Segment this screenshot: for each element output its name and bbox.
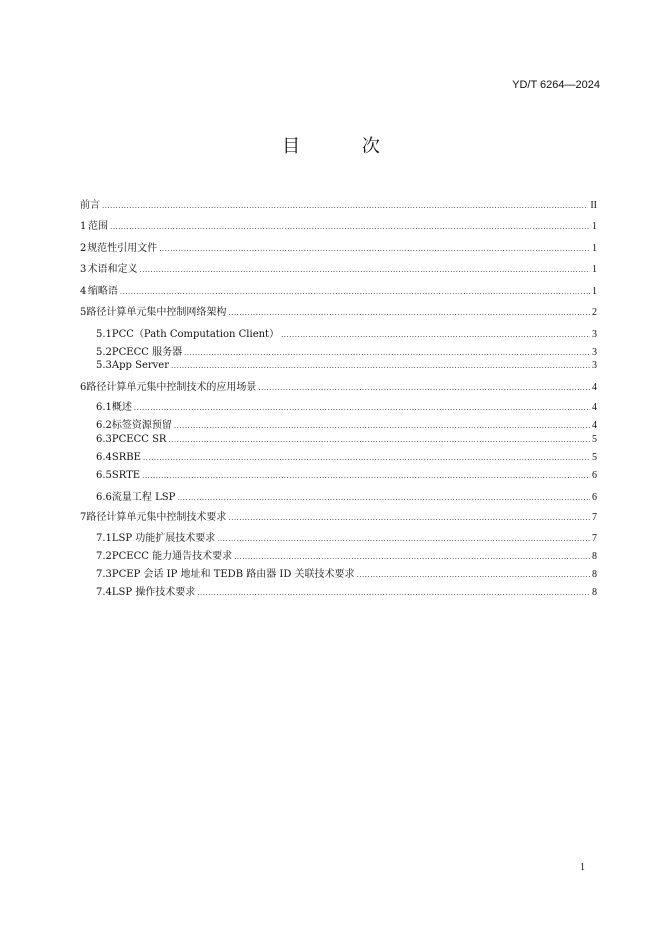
toc-entry-label: 路径计算单元集中控制技术要求 (86, 512, 227, 523)
toc-entry-page: 7 (592, 533, 597, 544)
toc-entry-number: 5.2 (96, 347, 112, 358)
toc-entry-number: 3 (80, 264, 87, 275)
page-title: 目 次 (282, 136, 408, 157)
toc-entry-label: 前言 (80, 200, 100, 211)
toc-entry-label: LSP 操作技术要求 (111, 587, 196, 598)
toc-entry[interactable] (96, 547, 597, 561)
toc-entry-page: 8 (592, 551, 597, 562)
toc-entry-number: 5.1 (96, 329, 112, 340)
toc-entry-page: 4 (592, 382, 597, 393)
toc-dot-leader (281, 331, 590, 339)
toc-entry[interactable] (96, 529, 597, 543)
toc-entry[interactable] (80, 282, 597, 296)
toc-entry[interactable] (96, 565, 597, 579)
toc-dot-leader (177, 494, 590, 502)
toc-entry-number: 7.3 (96, 569, 112, 580)
toc-dot-leader (159, 245, 590, 253)
toc-dot-leader (120, 288, 590, 296)
toc-dot-leader (357, 571, 590, 579)
toc-entry-number: 6.4 (96, 452, 112, 463)
toc-entry-label: 缩略语 (87, 286, 118, 297)
toc-entry-label: 概述 (111, 402, 132, 413)
toc-entry-page: 4 (592, 420, 597, 431)
toc-dot-leader (228, 309, 590, 317)
toc-dot-leader (143, 454, 590, 462)
toc-entry[interactable] (96, 488, 597, 502)
toc-dot-leader (184, 349, 590, 357)
toc-dot-leader (228, 514, 590, 522)
toc-entry[interactable] (80, 196, 597, 210)
toc-entry[interactable] (96, 583, 597, 597)
toc-entry-page: 3 (592, 360, 597, 371)
toc-entry-page: 1 (592, 221, 597, 232)
toc-dot-leader (142, 472, 590, 480)
toc-entry-label: PCECC 服务器 (111, 347, 183, 358)
toc-entry[interactable] (96, 360, 597, 374)
toc-entry[interactable] (80, 217, 597, 231)
toc-entry-label: LSP 功能扩展技术要求 (111, 533, 216, 544)
toc-entry-number: 6.6 (96, 492, 112, 503)
toc-entry-number: 6.3 (96, 434, 112, 445)
toc-entry-number: 1 (80, 221, 87, 232)
toc-entry-page: II (590, 200, 597, 211)
toc-entry[interactable] (96, 470, 597, 484)
toc-entry[interactable] (96, 416, 597, 430)
toc-entry-label: SRBE (111, 452, 141, 463)
toc-entry-label: PCEP 会话 IP 地址和 TEDB 路由器 ID 关联技术要求 (111, 569, 355, 580)
toc-entry-page: 8 (592, 569, 597, 580)
toc-dot-leader (174, 422, 590, 430)
toc-entry-number: 5.3 (96, 360, 112, 371)
toc-entry-page: 1 (592, 264, 597, 275)
toc-entry-page: 5 (592, 452, 597, 463)
toc-dot-leader (110, 223, 590, 231)
toc-entry-label: 规范性引用文件 (87, 243, 158, 254)
toc-dot-leader (171, 362, 590, 370)
toc-dot-leader (140, 266, 590, 274)
toc-entry[interactable] (80, 508, 597, 522)
toc-entry[interactable] (80, 303, 597, 317)
toc-entry-label: 流量工程 LSP (111, 492, 176, 503)
toc-entry-number: 4 (80, 286, 87, 297)
toc-entry[interactable] (96, 434, 597, 448)
toc-dot-leader (234, 553, 590, 561)
toc-entry-number: 7.2 (96, 551, 112, 562)
toc-entry[interactable] (80, 239, 597, 253)
toc-entry[interactable] (96, 452, 597, 466)
toc-entry-label: 术语和定义 (87, 264, 138, 275)
toc-entry-number: 6.2 (96, 420, 112, 431)
toc-entry-page: 6 (592, 492, 597, 503)
toc-entry-number: 5 (80, 307, 87, 318)
toc-entry-number: 7 (80, 512, 87, 523)
toc-entry-page: 6 (592, 470, 597, 481)
toc-entry-label: PCC（Path Computation Client） (111, 329, 280, 340)
toc-dot-leader (168, 436, 590, 444)
toc-entry-label: PCECC SR (111, 434, 167, 445)
toc-entry-page: 1 (592, 286, 597, 297)
toc-dot-leader (134, 404, 590, 412)
document-code: YD/T 6264—2024 (512, 79, 600, 91)
toc-entry-page: 3 (592, 347, 597, 358)
toc-entry[interactable] (80, 378, 597, 392)
toc-entry-page: 2 (592, 307, 597, 318)
toc-dot-leader (197, 589, 590, 597)
toc-entry-number: 7.4 (96, 587, 112, 598)
toc-entry-label: 路径计算单元集中控制技术的应用场景 (86, 382, 257, 393)
toc-dot-leader (217, 535, 590, 543)
toc-entry-label: App Server (111, 360, 170, 371)
toc-entry-number: 6 (80, 382, 87, 393)
toc-dot-leader (258, 384, 590, 392)
toc-entry-page: 7 (592, 512, 597, 523)
toc-dot-leader (102, 202, 588, 210)
toc-entry-label: 路径计算单元集中控制网络架构 (86, 307, 227, 318)
toc-entry[interactable] (96, 343, 597, 357)
toc-entry[interactable] (96, 325, 597, 339)
toc-entry-page: 4 (592, 402, 597, 413)
toc-entry-number: 7.1 (96, 533, 112, 544)
toc-entry-number: 2 (80, 243, 87, 254)
toc-entry-page: 8 (592, 587, 597, 598)
toc-entry-page: 5 (592, 434, 597, 445)
toc-entry-label: 范围 (88, 221, 108, 232)
page-number: 1 (580, 862, 585, 873)
toc-entry-label: SRTE (111, 470, 141, 481)
toc-entry-page: 1 (592, 243, 597, 254)
toc-entry-label: PCECC 能力通告技术要求 (111, 551, 233, 562)
toc-entry-number: 6.1 (96, 402, 112, 413)
toc-entry-label: 标签资源预留 (111, 420, 172, 431)
toc-entry[interactable] (80, 260, 597, 274)
toc-entry-page: 3 (592, 329, 597, 340)
toc-entry[interactable] (96, 398, 597, 412)
toc-entry-number: 6.5 (96, 470, 112, 481)
